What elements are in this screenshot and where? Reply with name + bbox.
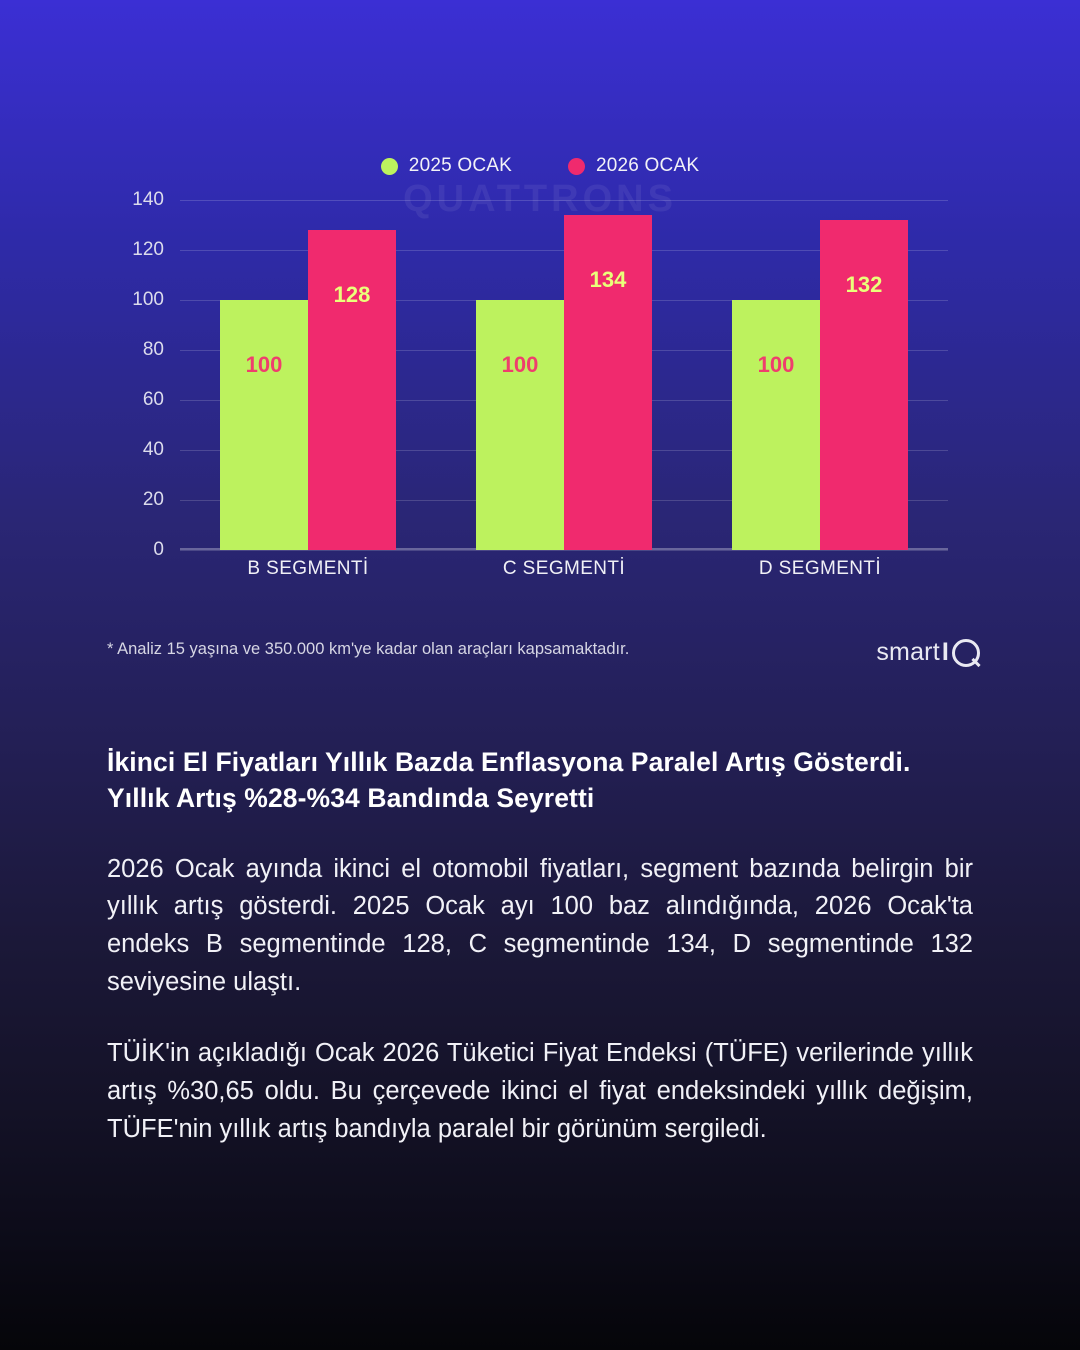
brand-name: smart [876,638,940,666]
bar-value-label: 100 [757,352,795,377]
brand-letter-q [952,639,980,667]
bar-value-label: 128 [333,282,371,307]
legend-item-2026 [568,155,699,177]
bar-b-2025 [220,300,308,550]
bar-value-label: 100 [501,352,539,377]
y-tick-label: 100 [132,289,164,310]
bar-c-2025 [476,300,564,550]
bar-b-2026 [308,230,396,550]
y-tick-label: 120 [132,239,164,260]
bar-d-2026 [820,220,908,550]
legend-item-2025 [381,155,512,177]
article-paragraph-1: 2026 Ocak ayında ikinci el otomobil fiyatları, segment bazında belirgin bir yıllık artış gösterdi. 2025 Ocak ayı 100 baz alındığında, 2026 Ocak'ta endeks B segmentinde 128, C segmentinde 134, D segmentinde 132 seviyesine ulaştı. [107,854,973,996]
y-tick-label: 40 [142,439,164,460]
brand-logo [876,638,980,667]
bar-c-2026 [564,215,652,550]
gridline [153,539,948,560]
chart-x-tick-labels [180,558,948,580]
bar-group [732,200,908,550]
y-tick-label: 60 [142,389,164,410]
legend-swatch-2026 [568,158,585,175]
bar-value-label: 134 [589,267,627,292]
chart-bars [180,200,948,550]
x-axis-label: D SEGMENTİ [758,558,882,579]
x-axis-label: B SEGMENTİ [247,558,369,579]
article-paragraph-2: TÜİK'in açıkladığı Ocak 2026 Tüketici Fiyat Endeksi (TÜFE) verilerinde yıllık artış %30,65 oldu. Bu çerçevede ikinci el fiyat endeksindeki yıllık değişim, TÜFE'nin yıllık artış bandıyla paralel bir görünüm sergiledi. [107,1039,973,1143]
y-tick-label: 80 [142,339,164,360]
y-tick-label: 140 [132,189,164,210]
y-tick-label: 0 [153,539,164,560]
watermark: QUATTRONS [403,178,677,220]
legend-label-2025: 2025 OCAK [408,155,512,176]
bar-group [476,200,652,550]
chart-legend [0,155,1080,177]
bar-value-label: 132 [845,272,883,297]
bar-group [220,200,396,550]
chart-footnote: * Analiz 15 yaşına ve 350.000 km'ye kadar olan araçları kapsamaktadır. [107,640,630,658]
article-block [107,745,973,1149]
legend-label-2026: 2026 OCAK [596,155,700,176]
page-title: İkinci El Fiyatları Yıllık Bazda Enflasyona Paralel Artış Gösterdi. Yıllık Artış %28-%34 Bandında Seyretti [107,747,911,813]
y-tick-label: 20 [142,489,164,510]
brand-mark [942,638,980,667]
brand-letter-i: I [941,638,949,666]
bar-value-label: 100 [245,352,283,377]
x-axis-label: C SEGMENTİ [502,558,626,579]
legend-swatch-2025 [381,158,398,175]
bar-d-2025 [732,300,820,550]
